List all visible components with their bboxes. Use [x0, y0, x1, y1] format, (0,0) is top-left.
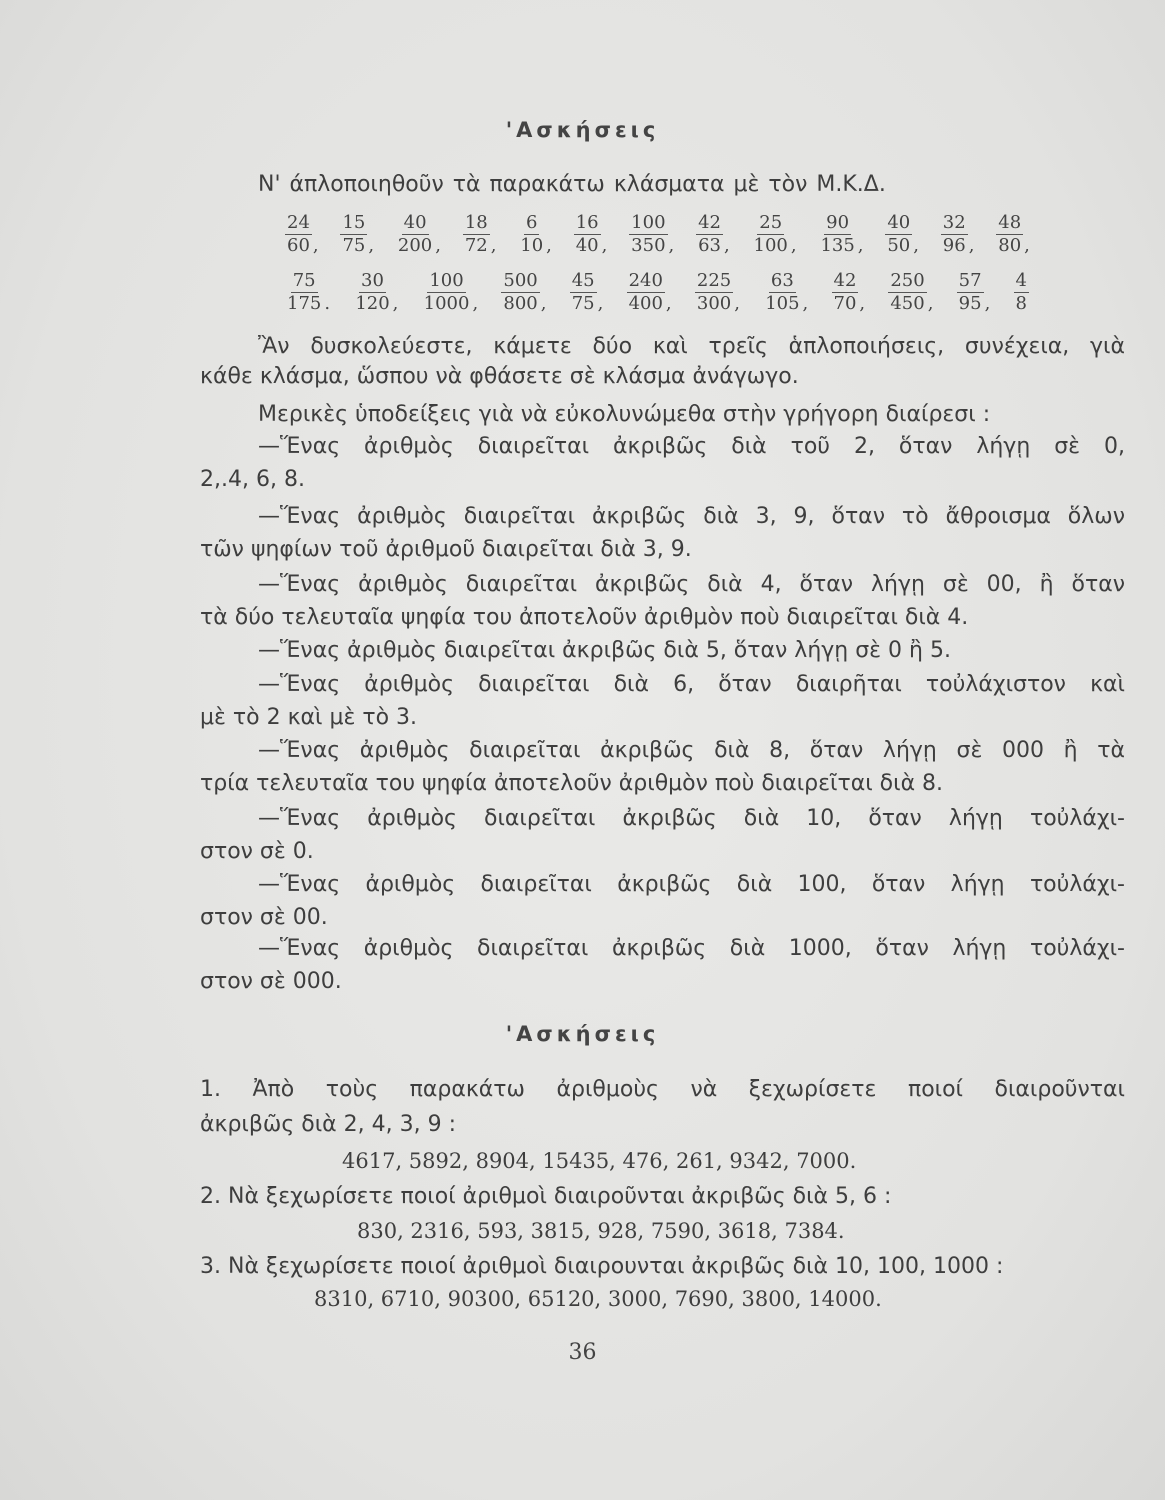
fraction-separator: .	[324, 293, 331, 314]
fraction-separator: ,	[802, 293, 809, 314]
advice-line-2: κάθε κλάσμα, ὥσπου νὰ φθάσετε σὲ κλάσμα ἀνάγωγο.	[200, 364, 799, 389]
fraction-separator: ,	[546, 235, 552, 256]
fraction	[340, 212, 374, 257]
rule-line: —Ἕνας ἀριθμὸς διαιρεῖται ἀκριβῶς διὰ 3, 9, ὅταν τὸ ἄθροισμα ὅλων	[258, 504, 1125, 529]
fraction-separator: ,	[435, 235, 441, 256]
fraction-denominator: 63	[698, 235, 721, 256]
fraction-numerator: 16	[575, 212, 599, 233]
fraction-denominator: 80	[998, 235, 1022, 256]
exercise-1-numbers: 4617, 5892, 8904, 15435, 476, 261, 9342, 7000.	[342, 1149, 857, 1173]
fraction	[518, 212, 552, 257]
rule-line-continuation: τρία τελευταῖα του ψηφία ἀποτελοῦν ἀριθμὸν ποὺ διαιρεῖται διὰ 8.	[200, 771, 944, 796]
fraction-numerator: 48	[998, 212, 1022, 233]
fraction-separator: ,	[859, 293, 866, 314]
exercise-3-line-1: 3. Νὰ ξεχωρίσετε ποιοί ἀριθμοὶ διαιρουνται ἀκριβῶς διὰ 10, 100, 1000 :	[200, 1254, 1004, 1279]
fraction-numerator: 100	[631, 212, 666, 233]
fraction-separator: ,	[601, 235, 608, 256]
fraction	[570, 270, 604, 315]
fraction	[888, 270, 933, 315]
fraction-separator: ,	[723, 235, 730, 256]
fraction	[353, 270, 398, 315]
fraction-numerator: 6	[525, 212, 538, 233]
rule-line: —Ἕνας ἀριθμὸς διαιρεῖται ἀκριβῶς διὰ 5, ὅταν λήγῃ σὲ 0 ἢ 5.	[258, 638, 951, 663]
rule-line-continuation: τῶν ψηφίων τοῦ ἀριθμοῦ διαιρεῖται διὰ 3, 9.	[200, 537, 692, 562]
fraction-numerator: 18	[464, 212, 488, 233]
fraction-denominator: 120	[355, 293, 390, 314]
exercise-1-line-1: 1. Ἀπὸ τοὺς παρακάτω ἀριθμοὺς νὰ ξεχωρίσετε ποιοί διαιροῦνται	[200, 1077, 1125, 1102]
exercise-3-numbers: 8310, 6710, 90300, 65120, 3000, 7690, 3800, 14000.	[314, 1287, 882, 1311]
fraction-numerator: 4	[1015, 270, 1027, 291]
fraction-separator: ,	[597, 293, 604, 314]
rule-line-continuation: 2,.4, 6, 8.	[200, 467, 305, 492]
fraction-numerator: 100	[429, 270, 464, 291]
fraction	[832, 270, 866, 315]
fraction-denominator: 300	[696, 293, 732, 314]
fraction-separator: ,	[490, 235, 497, 256]
fraction-row-1	[285, 212, 1030, 257]
fraction-separator: ,	[1024, 235, 1030, 256]
fraction-numerator: 40	[403, 212, 427, 233]
rule-line: —Ἕνας ἀριθμὸς διαιρεῖται ἀκριβῶς διὰ 4, ὅταν λήγῃ σὲ 00, ἢ ὅταν	[258, 572, 1125, 597]
fraction-numerator: 500	[503, 270, 538, 291]
fraction	[1014, 270, 1030, 315]
fraction-denominator: 50	[887, 235, 911, 256]
section-title-exercises: 'Ασκήσεις	[505, 118, 660, 142]
exercise-instruction: Ν' άπλοποιηθοῦν τὰ παρακάτω κλάσματα μὲ τὸν Μ.Κ.Δ.	[258, 172, 886, 197]
fraction-denominator: 105	[765, 293, 800, 314]
section-title-exercises-2: 'Ασκήσεις	[505, 1022, 660, 1046]
fraction	[695, 270, 740, 315]
fraction-denominator: 75	[342, 235, 366, 256]
fraction-numerator: 75	[292, 270, 316, 291]
fraction-denominator: 10	[520, 235, 544, 256]
rule-line: —Ἕνας ἀριθμὸς διαιρεῖται ἀκριβῶς διὰ 10, ὅταν λήγῃ τοὐλάχι-	[258, 806, 1125, 831]
rule-line: —Ἕνας ἀριθμὸς διαιρεῖται ἀκριβῶς διὰ 100, ὅταν λήγῃ τοὐλάχι-	[258, 872, 1125, 897]
fraction	[574, 212, 608, 257]
fraction	[627, 270, 672, 315]
fraction	[696, 212, 730, 257]
fraction-separator: ,	[540, 293, 547, 314]
fraction-denominator: 95	[958, 293, 982, 314]
fraction	[941, 212, 975, 257]
fraction-denominator: 100	[753, 235, 788, 256]
fraction	[996, 212, 1030, 257]
fraction	[763, 270, 808, 315]
fraction-denominator: 135	[820, 235, 855, 256]
rule-line: —Ἕνας ἀριθμὸς διαιρεῖται ἀκριβῶς διὰ τοῦ 2, ὅταν λήγῃ σὲ 0,	[258, 434, 1125, 459]
fraction	[752, 212, 797, 257]
exercise-2-numbers: 830, 2316, 593, 3815, 928, 7590, 3618, 7384.	[357, 1219, 845, 1243]
fraction-separator: ,	[312, 235, 319, 256]
fraction-denominator: 350	[631, 235, 666, 256]
fraction-numerator: 24	[287, 212, 310, 233]
fraction-numerator: 250	[890, 270, 925, 291]
fraction-row-2	[285, 270, 1030, 315]
advice-line-1: Ἂν δυσκολεύεστε, κάμετε δύο καὶ τρεῖς ἁπλοποιήσεις, συνέχεια, γιὰ	[258, 334, 1125, 359]
fraction	[957, 270, 991, 315]
fraction-denominator: 200	[397, 235, 433, 256]
fraction-denominator: 70	[833, 293, 857, 314]
fraction-numerator: 45	[571, 270, 595, 291]
fraction-denominator: 175	[287, 293, 322, 314]
fraction-numerator: 40	[887, 212, 911, 233]
hints-title: Μερικὲς ὑποδείξεις γιὰ νὰ εὐκολυνώμεθα στὴν γρήγορη διαίρεσι :	[258, 402, 991, 427]
fraction-numerator: 225	[696, 270, 732, 291]
page-number: 36	[568, 1340, 597, 1365]
fraction	[422, 270, 479, 315]
fraction-separator: ,	[368, 235, 375, 256]
fraction	[885, 212, 919, 257]
fraction	[396, 212, 441, 257]
rule-line-continuation: στον σὲ 000.	[200, 969, 342, 994]
fraction	[463, 212, 497, 257]
fraction-separator: ,	[790, 235, 797, 256]
rule-line-continuation: στον σὲ 0.	[200, 839, 314, 864]
exercise-1-line-2: ἀκριβῶς διὰ 2, 4, 3, 9 :	[200, 1112, 456, 1137]
fraction	[629, 212, 674, 257]
fraction-separator: ,	[472, 293, 479, 314]
fraction-separator: ,	[927, 293, 934, 314]
fraction-denominator: 400	[628, 293, 663, 314]
fraction-numerator: 42	[833, 270, 857, 291]
rule-line: —Ἕνας ἀριθμὸς διαιρεῖται διὰ 6, ὅταν διαιρῆται τοὐλάχιστον καὶ	[258, 672, 1125, 697]
fraction-numerator: 15	[342, 212, 366, 233]
fraction-separator: ,	[984, 293, 991, 314]
fraction-denominator: 8	[1015, 293, 1027, 314]
fraction-numerator: 240	[628, 270, 663, 291]
fraction-denominator: 40	[575, 235, 599, 256]
fraction-numerator: 63	[770, 270, 794, 291]
fraction-numerator: 42	[698, 212, 721, 233]
rule-line-continuation: στον σὲ 00.	[200, 905, 328, 930]
fraction-separator: ,	[668, 235, 675, 256]
rule-line: —Ἕνας ἀριθμὸς διαιρεῖται ἀκριβῶς διὰ 1000, ὅταν λήγῃ τοὐλάχι-	[258, 936, 1125, 961]
exercise-2-line-1: 2. Νὰ ξεχωρίσετε ποιοί ἀριθμοὶ διαιροῦνται ἀκριβῶς διὰ 5, 6 :	[200, 1184, 892, 1209]
rule-line-continuation: τὰ δύο τελευταῖα ψηφία του ἀποτελοῦν ἀριθμὸν ποὺ διαιρεῖται διὰ 4.	[200, 605, 969, 630]
fraction-denominator: 96	[942, 235, 966, 256]
fraction-separator: ,	[665, 293, 672, 314]
fraction-separator: ,	[392, 293, 399, 314]
fraction-denominator: 72	[464, 235, 488, 256]
fraction-denominator: 75	[571, 293, 595, 314]
fraction-separator: ,	[968, 235, 975, 256]
fraction	[501, 270, 546, 315]
fraction-numerator: 57	[958, 270, 982, 291]
fraction-numerator: 25	[759, 212, 783, 233]
fraction-denominator: 450	[890, 293, 925, 314]
fraction	[285, 212, 319, 257]
rule-line-continuation: μὲ τὸ 2 καὶ μὲ τὸ 3.	[200, 705, 418, 730]
rule-line: —Ἕνας ἀριθμὸς διαιρεῖται ἀκριβῶς διὰ 8, ὅταν λήγῃ σὲ 000 ἢ τὰ	[258, 738, 1125, 763]
fraction-separator: ,	[857, 235, 864, 256]
fraction-denominator: 800	[503, 293, 538, 314]
fraction	[285, 270, 330, 315]
fraction-numerator: 32	[942, 212, 966, 233]
fraction-denominator: 60	[287, 235, 310, 256]
fraction-separator: ,	[913, 235, 919, 256]
fraction-denominator: 1000	[423, 293, 470, 314]
fraction-separator: ,	[734, 293, 740, 314]
fraction-numerator: 30	[361, 270, 384, 291]
fraction	[818, 212, 863, 257]
fraction-numerator: 90	[826, 212, 850, 233]
